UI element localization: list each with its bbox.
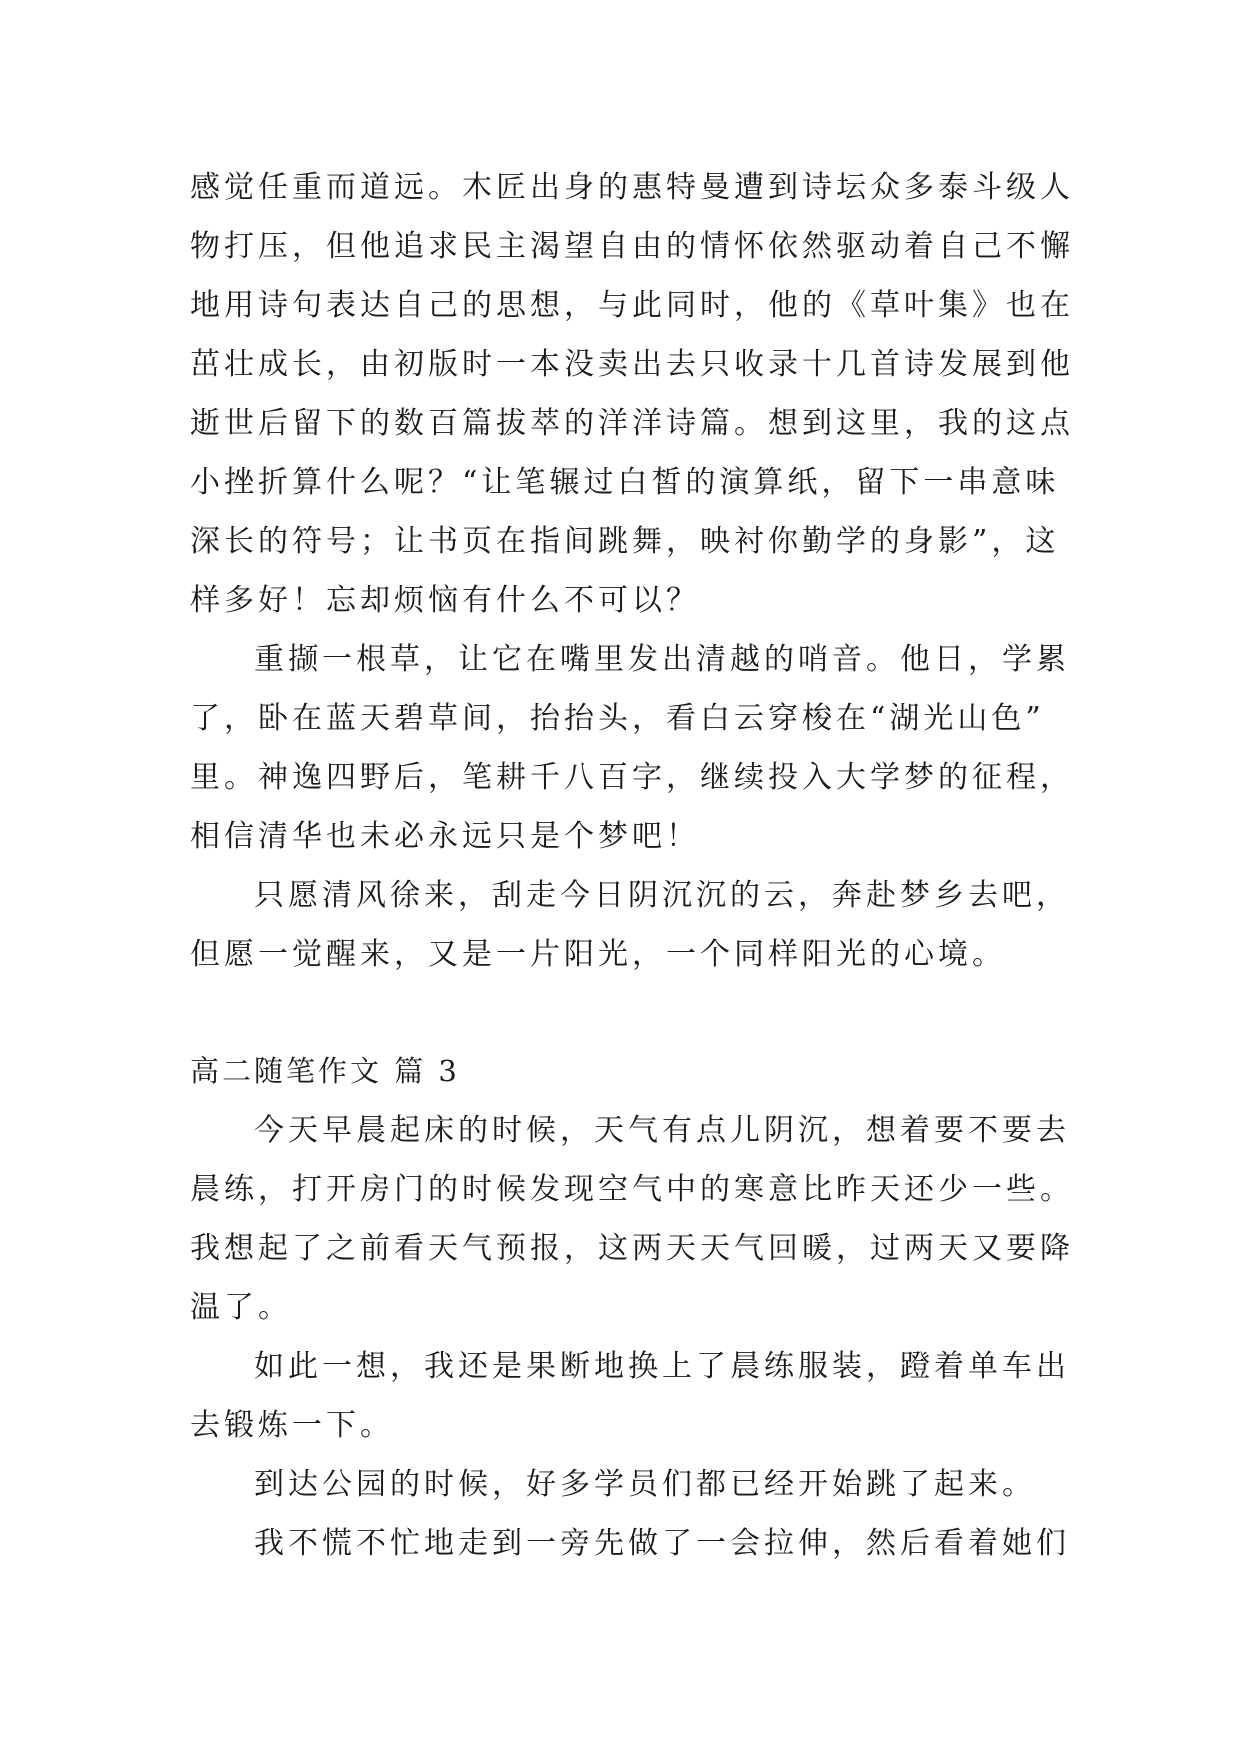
text-line: 小挫折算什么呢？“让笔辗过白皙的演算纸，留下一串意味 [190,465,1060,500]
text-line: 只愿清风徐来，刮走今日阴沉沉的云，奔赴梦乡去吧， [254,878,1070,913]
paragraph-grass-whistle [190,630,1074,866]
document-page [190,158,1074,1573]
text-line: 地用诗句表达自己的思想，与此同时，他的《草叶集》也在 [190,288,1074,323]
text-line: 温了。 [190,1290,292,1325]
text-line: 到达公园的时候，好多学员们都已经开始跳了起来。 [254,1467,1036,1502]
text-line: 去锻炼一下。 [190,1408,394,1443]
paragraph-morning [190,1101,1074,1337]
text-line: 重撷一根草，让它在嘴里发出清越的哨音。他日，学累 [254,642,1070,677]
paragraph-park [190,1455,1065,1514]
text-line: 物打压，但他追求民主渴望自由的情怀依然驱动着自己不懈 [190,229,1074,264]
text-line: 但愿一觉醒来，又是一片阳光，一个同样阳光的心境。 [190,937,1006,972]
section-gap [190,984,1065,1042]
text-line: 样多好！忘却烦恼有什么不可以？ [190,583,700,618]
text-line: 我不慌不忙地走到一旁先做了一会拉伸，然后看着她们 [254,1526,1070,1561]
text-line: 了，卧在蓝天碧草间，抬抬头，看白云穿梭在“湖光山色” [190,701,1045,736]
text-line: 晨练，打开房门的时候发现空气中的寒意比昨天还少一些。 [190,1172,1074,1207]
text-line: 我想起了之前看天气预报，这两天天气回暖，过两天又要降 [190,1231,1074,1266]
text-line: 今天早晨起床的时候，天气有点儿阴沉，想着要不要去 [254,1113,1070,1148]
text-line: 感觉任重而道远。木匠出身的惠特曼遭到诗坛众多泰斗级人 [190,170,1074,205]
text-line: 如此一想，我还是果断地换上了晨练服装，蹬着单车出 [254,1349,1070,1384]
text-line: 相信清华也未必永远只是个梦吧！ [190,819,700,854]
paragraph-decision [190,1337,1070,1455]
text-line: 深长的符号；让书页在指间跳舞，映衬你勤学的身影”，这 [190,524,1060,559]
paragraph-essay-continued [190,158,1074,630]
text-line: 里。神逸四野后，笔耕千八百字，继续投入大学梦的征程， [190,760,1074,795]
section-title: 高二随笔作文 篇 3 [190,1054,460,1088]
text-line: 茁壮成长，由初版时一本没卖出去只收录十几首诗发展到他 [190,347,1074,382]
paragraph-stretch [190,1514,1070,1573]
text-line: 逝世后留下的数百篇拔萃的洋洋诗篇。想到这里，我的这点 [190,406,1074,441]
paragraph-breeze [190,866,1070,984]
